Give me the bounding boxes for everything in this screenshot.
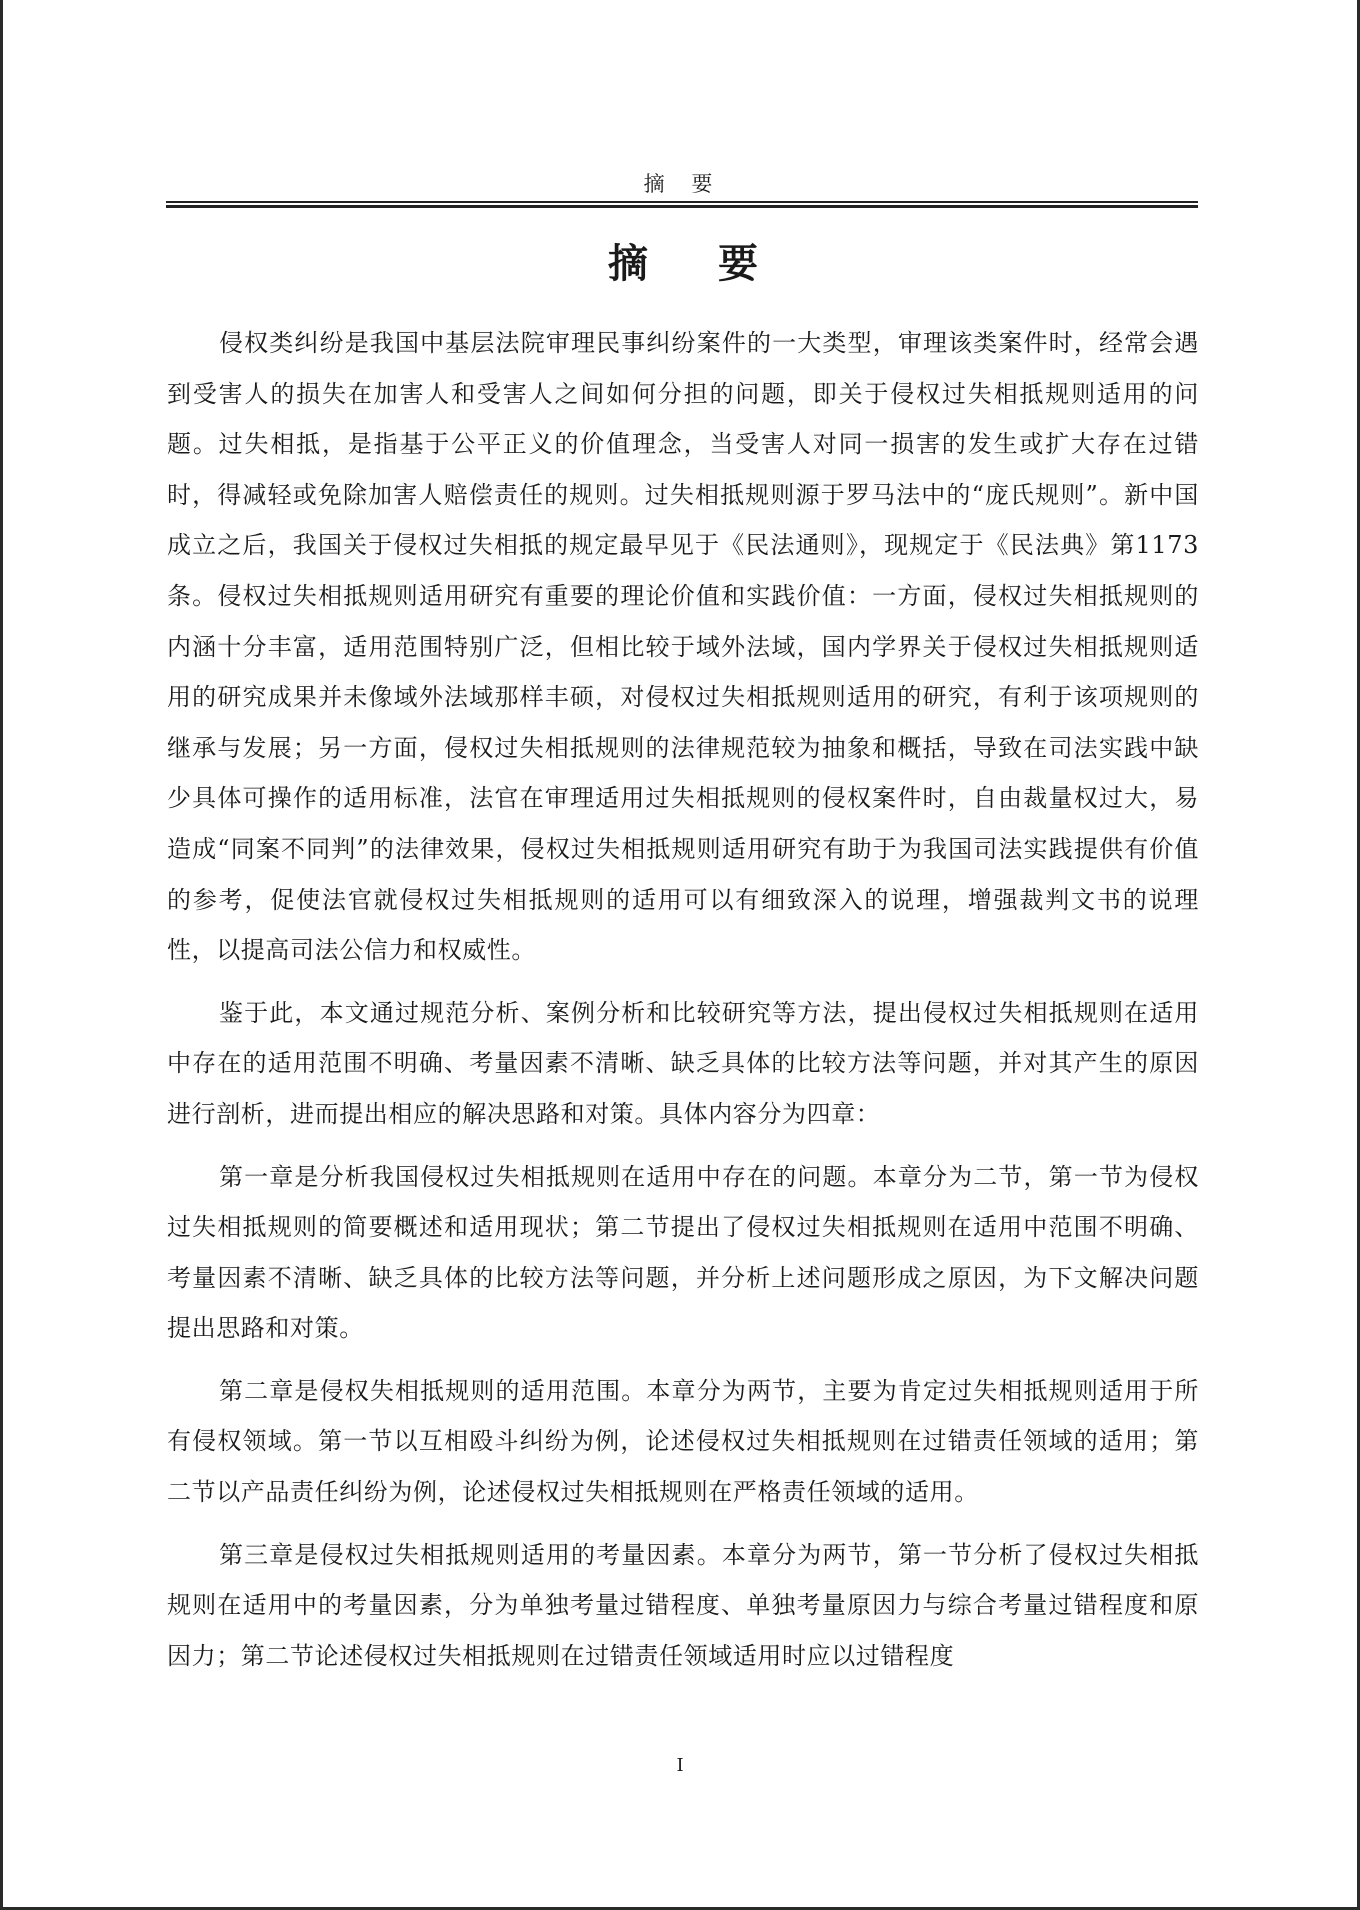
paragraph-chapter-1: 第一章是分析我国侵权过失相抵规则在适用中存在的问题。本章分为二节，第一节为侵权过失相抵规则的简要概述和适用现状；第二节提出了侵权过失相抵规则在适用中范围不明确、考量因素不清晰、缺乏具体的比较方法等问题，并分析上述问题形成之原因，为下文解决问题提出思路和对策。 (167, 1162, 1199, 1343)
header-double-rule (166, 201, 1198, 208)
page-title: 摘 要 (608, 241, 786, 287)
paragraph-intro: 侵权类纠纷是我国中基层法院审理民事纠纷案件的一大类型，审理该类案件时，经常会遇到受害人的损失在加害人和受害人之间如何分担的问题，即关于侵权过失相抵规则适用的问题。过失相抵，是指基于公平正义的价值理念，当受害人对同一损害的发生或扩大存在过错时，得减轻或免除加害人赔偿责任的规则。过失相抵规则源于罗马法中的“庞氏规则”。新中国成立之后，我国关于侵权过失相抵的规定最早见于《民法通则》，现规定于《民法典》第1173条。侵权过失相抵规则适用研究有重要的理论价值和实践价值：一方面，侵权过失相抵规则的内涵十分丰富，适用范围特别广泛，但相比较于域外法域，国内学界关于侵权过失相抵规则适用的研究成果并未像域外法域那样丰硕，对侵权过失相抵规则适用的研究，有利于该项规则的继承与发展；另一方面，侵权过失相抵规则的法律规范较为抽象和概括，导致在司法实践中缺少具体可操作的适用标准，法官在审理适用过失相抵规则的侵权案件时，自由裁量权过大，易造成“同案不同判”的法律效果，侵权过失相抵规则适用研究有助于为我国司法实践提供有价值的参考，促使法官就侵权过失相抵规则的适用可以有细致深入的说理，增强裁判文书的说理性，以提高司法公信力和权威性。 (167, 329, 1199, 965)
paragraph-method: 鉴于此，本文通过规范分析、案例分析和比较研究等方法，提出侵权过失相抵规则在适用中存在的适用范围不明确、考量因素不清晰、缺乏具体的比较方法等问题，并对其产生的原因进行剖析，进而提出相应的解决思路和对策。具体内容分为四章： (167, 998, 1199, 1128)
abstract-body (167, 318, 1199, 1693)
running-header: 摘 要 (643, 172, 723, 196)
paragraph-chapter-2: 第二章是侵权失相抵规则的适用范围。本章分为两节，主要为肯定过失相抵规则适用于所有侵权领域。第一节以互相殴斗纠纷为例，论述侵权过失相抵规则在过错责任领域的适用；第二节以产品责任纠纷为例，论述侵权过失相抵规则在严格责任领域的适用。 (167, 1376, 1199, 1507)
page-number: I (676, 1755, 684, 1776)
paragraph-chapter-3: 第三章是侵权过失相抵规则适用的考量因素。本章分为两节，第一节分析了侵权过失相抵规则在适用中的考量因素，分为单独考量过错程度、单独考量原因力与综合考量过错程度和原因力；第二节论述侵权过失相抵规则在过错责任领域适用时应以过错程度 (167, 1540, 1199, 1670)
